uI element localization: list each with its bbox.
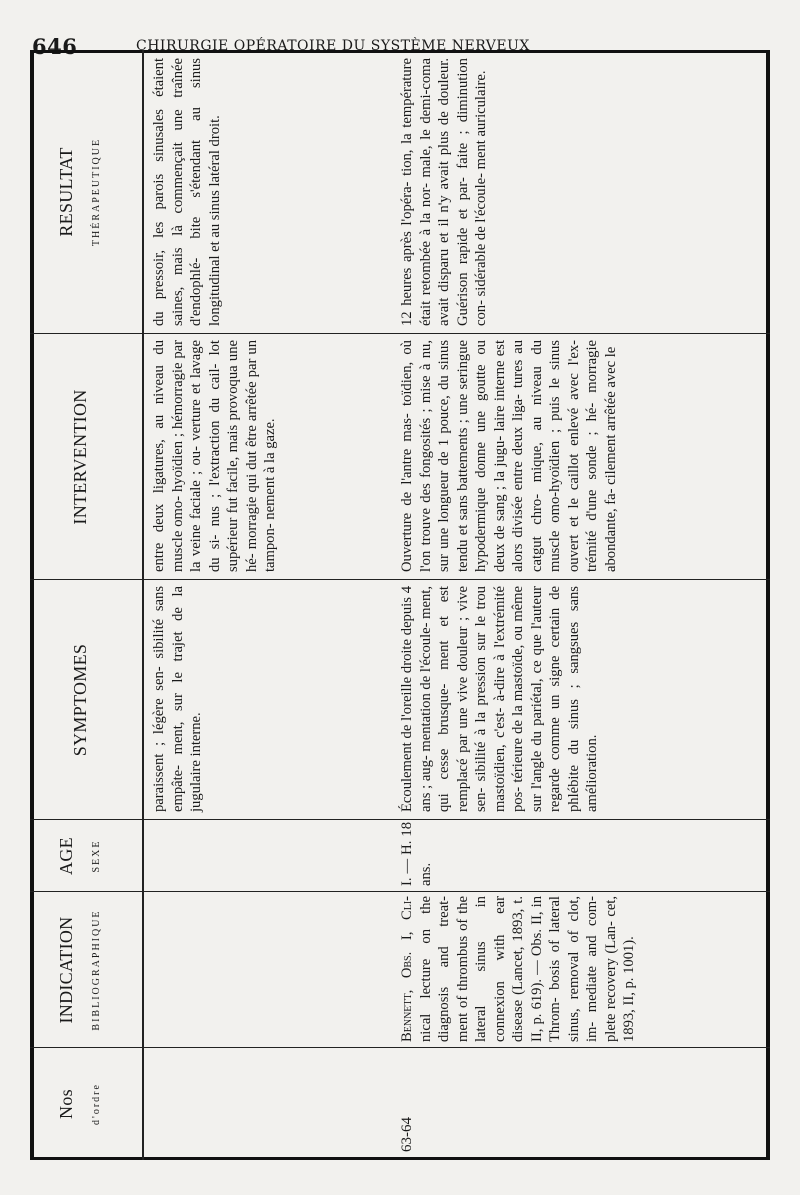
- continued-symptomes: paraissent ; légère sen- sibilité sans empâte- ment, sur le trajet de la jugulaire interne.: [151, 585, 204, 812]
- rotated-table: [30, 50, 770, 1160]
- row-indication: Bennett, Obs. I, Cli- nical lecture on the diagnosis and treat- ment of thrombus of the lateral sinus in connexion with ear disease (Lancet, 1893, t. II, p. 619). — Obs. II, in Throm- bosis of lateral sinus, removal of clot, im- mediate and com- plete recovery (Lan- cet, 1893, II, p. 1001).: [399, 895, 637, 1042]
- row-intervention: Ouverture de l'antre mas- toïdien, où l'on trouve des fongosités ; mise à nu, sur une longueur de 1 pouce, du sinus tendu et sans battements ; une seringue hypodermique donne une goutte ou deux de sang ; la jugu- laire interne est alors divisée entre deux liga- tures au catgut chro- mique, au niveau du muscle omo-hyoïdien ; puis le sinus ouvert et le caillot enlevé avec l'ex- trémité d'une sonde ; hé- morragie abondante, fa- cilement arrêtée avec le: [399, 339, 619, 572]
- header-numero: Nos d'ordre: [56, 1083, 102, 1125]
- header-intervention: INTERVENTION: [70, 389, 90, 525]
- page-number: 646: [32, 34, 78, 59]
- continued-intervention: entre deux ligatures, au niveau du muscle omo- hyoïdien ; hémorragie par la veine faciale ; ou- verture et lavage du si- nus ; l'extraction du cail- lot supérieur fut facile, mais provoqua une hé- morragie qui dut être arrêtée par un tampon- nement à la gaze.: [151, 339, 278, 572]
- header-age: AGE SEXE: [56, 837, 102, 875]
- header-symptomes: SYMPTOMES: [70, 643, 90, 757]
- running-head: CHIRURGIE OPÉRATOIRE DU SYSTÈME NERVEUX: [136, 38, 530, 54]
- header-divider: [142, 50, 144, 1160]
- row-age-sexe: I. — H. 18 ans.: [399, 822, 434, 886]
- header-indication: INDICATION BIBLIOGRAPHIQUE: [56, 909, 102, 1031]
- continued-resultat: du pressoir, les parois sinusales étaient saines, mais là commençait une traînée d'endophlé- bite s'étendant au sinus longitudinal et au sinus latéral droit.: [151, 58, 223, 326]
- row-resultat: 12 heures après l'opéra- tion, la température était retombée à la nor- male, le demi-coma avait disparu et il n'y avait plus de douleur. Guérison rapide et par- faite ; diminution con- sidérable de l'écoule- ment auriculaire.: [399, 58, 489, 326]
- header-resultat: RESULTAT THÉRAPEUTIQUE: [56, 137, 102, 247]
- row-number: 63-64: [399, 1117, 415, 1152]
- row-symptomes: Écoulement de l'oreille droite depuis 4 ans ; aug- mentation de l'écoule- ment, qui cesse brusque- ment et est remplacé par une vive douleur ; vive sen- sibilité à la pression sur le trou mastoïdien, c'est- à-dire à l'extrémité pos- térieure de la mastoïde, ou même sur l'angle du pariétal, ce que l'auteur regarde comme un signe certain de phlébite du sinus ; sangsues sans amélioration.: [399, 585, 600, 812]
